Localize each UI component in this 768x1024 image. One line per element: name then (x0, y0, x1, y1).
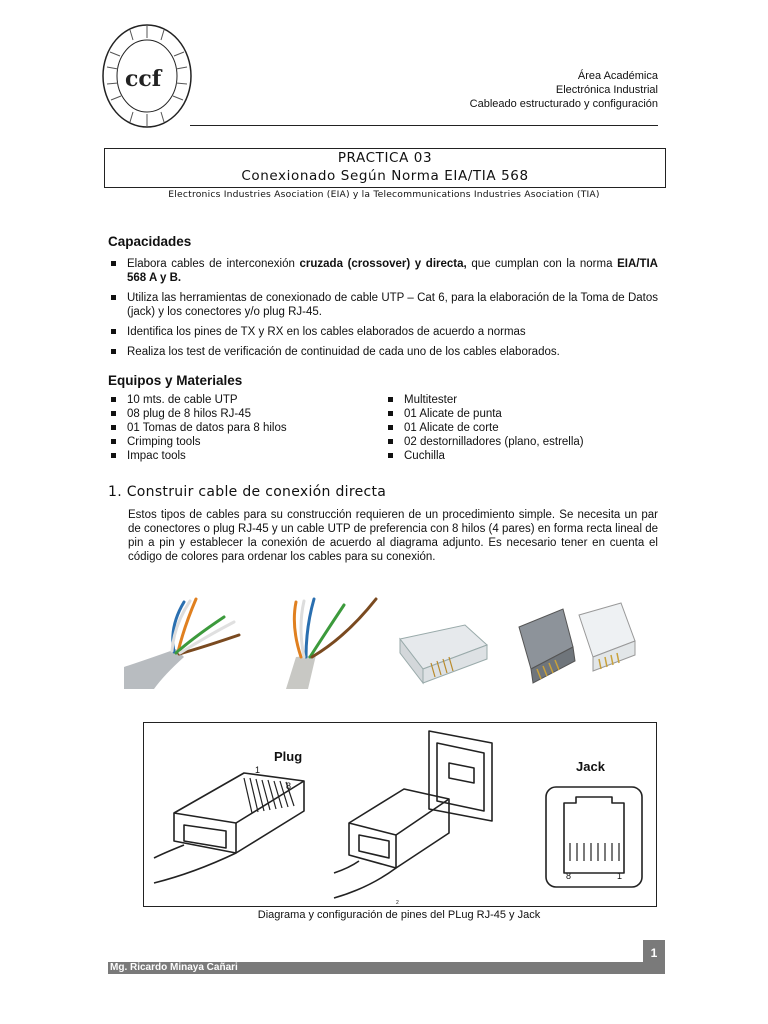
institute-seal-logo (100, 22, 195, 130)
diagram-footnote-mark: 2 (396, 900, 399, 906)
practice-number: PRACTICA 03 (337, 150, 433, 166)
equipos-list-right (385, 393, 655, 463)
utp-cable-photo-2 (266, 597, 380, 689)
list-item: Identifica los pines de TX y RX en los cables elaborados de acuerdo a normas (108, 325, 658, 339)
plug-label: Plug (274, 749, 303, 764)
equipos-list-left (108, 393, 378, 463)
list-item: 01 Tomas de datos para 8 hilos (108, 421, 378, 435)
list-item: Realiza los test de verificación de continuidad de cada uno de los cables elaborados. (108, 345, 658, 359)
header-course: Cableado estructurado y configuración (469, 98, 658, 110)
step-1-title: 1. Construir cable de conexión directa (108, 484, 387, 500)
associations-subtitle: Electronics Industries Asociation (EIA) y la Telecommunications Industries Asociation (TIA) (168, 189, 600, 200)
diagram-caption: Diagrama y configuración de pines del PLug RJ-45 y Jack (257, 909, 541, 921)
header-department: Electrónica Industrial (555, 84, 658, 96)
list-item: Crimping tools (108, 435, 378, 449)
jack-pin-1-label: 1 (617, 871, 623, 881)
practice-title: Conexionado Según Norma EIA/TIA 568 (241, 168, 529, 184)
jack-pin-8-label: 8 (566, 871, 572, 881)
header-area: Área Académica (577, 70, 658, 82)
rj45-connectors-photo (513, 597, 638, 689)
equipos-heading: Equipos y Materiales (108, 373, 243, 388)
rj45-plug-photo (395, 597, 493, 689)
step-1-paragraph: Estos tipos de cables para su construcción requieren de un procedimiento simple. Se necesita un par de conectores o plug RJ-45 y un cable UTP de preferencia con 8 hilos (4 pares) en forma recta lineal de pin a pin y establecer la conexión de acuerdo al diagrama adjunto. Es necesario tener en cuenta el código de colores para ordenar los cables para su conexión. (128, 509, 658, 563)
title-box (104, 148, 666, 188)
plug-pin-8-label: 8 (286, 781, 292, 791)
list-item: Cuchilla (385, 449, 655, 463)
capacidades-list (108, 257, 658, 365)
capacidades-heading: Capacidades (108, 234, 192, 249)
footer-author: Mg. Ricardo Minaya Cañari (110, 962, 238, 973)
list-item: Utiliza las herramientas de conexionado de cable UTP – Cat 6, para la elaboración de la Toma de Datos (jack) y los conectores y/o plug RJ-45. (108, 291, 658, 319)
utp-cable-photo-1 (124, 597, 242, 689)
header-divider (190, 125, 658, 126)
header-block (470, 69, 658, 111)
list-item: Multitester (385, 393, 655, 407)
list-item: 01 Alicate de punta (385, 407, 655, 421)
list-item: 01 Alicate de corte (385, 421, 655, 435)
jack-label: Jack (576, 759, 605, 774)
list-item: Elabora cables de interconexión cruzada (crossover) y directa, que cumplan con la norma EIA/TIA 568 A y B. (108, 257, 658, 285)
page-number: 1 (650, 946, 658, 960)
pinout-drawing (144, 723, 656, 906)
list-item: 02 destornilladores (plano, estrella) (385, 435, 655, 449)
list-item: Impac tools (108, 449, 378, 463)
plug-pin-1-label: 1 (255, 765, 261, 775)
list-item: 08 plug de 8 hilos RJ-45 (108, 407, 378, 421)
pinout-diagram (143, 722, 657, 907)
svg-text:ccf: ccf (125, 66, 162, 92)
list-item: 10 mts. de cable UTP (108, 393, 378, 407)
